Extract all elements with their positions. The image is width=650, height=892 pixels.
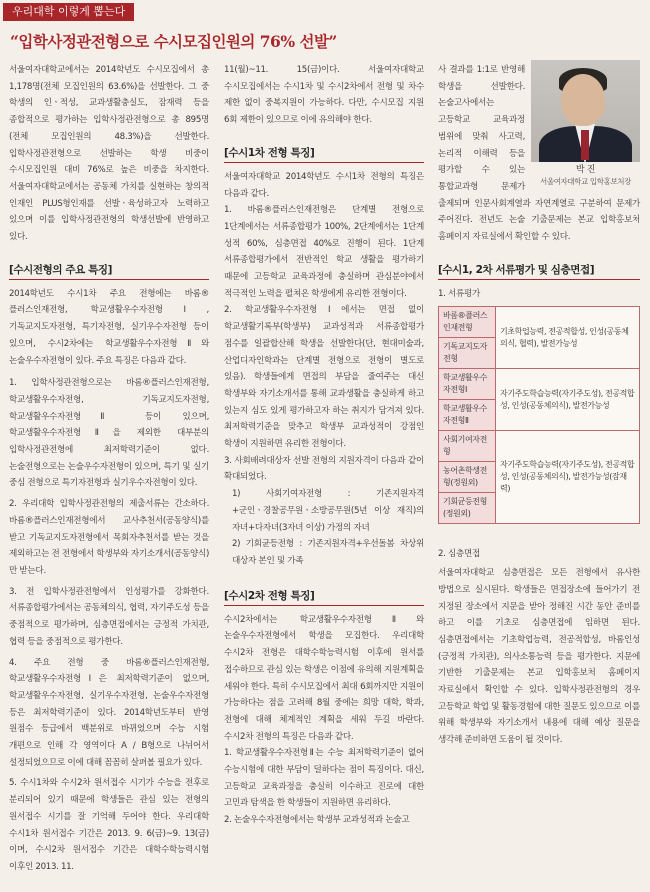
table-row [439, 431, 640, 462]
table-desc-cell: 기초학업능력, 전공적합성, 인성(공동체의식, 협력), 발전가능성 [496, 307, 640, 369]
table-label-cell: 기독교지도자전형 [439, 338, 496, 369]
table-label-cell: 기회균등전형(정원외) [439, 493, 496, 524]
author-photo-block [531, 60, 640, 187]
table-desc-cell: 자기주도학습능력(자기주도성), 전공적합성, 인성(공동체의식), 발전가능성(잠재력) [496, 431, 640, 524]
paragraph: 5. 수시1차와 수시2차 원서접수 시기가 수능을 전후로 분리되어 있기 때문에 학생들은 관심 있는 전형의 원서접수 시기를 잘 기억해 두어야 한다. 우리대학 수시1차 원서접수 기간은 2013. 9. 6(금)~9. 13(금)이며, 수시2차 원서접수 기간은 대학수학능력시험 이후인 2013. 11. [9, 778, 209, 872]
table-row [439, 307, 640, 338]
paragraph: 11(월)~11. 15(금)이다. 서울여자대학교 수시모집에서는 수시1차 및 수시2차에서 전형 및 차수 제한 없이 중복지원이 가능하다. 다만, 수시모집 지원 6회 제한이 있으므로 이에 유의해야 한다. [224, 65, 424, 126]
author-name: 박 진 [575, 165, 596, 175]
table-label-cell: 학교생활우수자전형Ⅰ [439, 369, 496, 400]
paragraph: 1. 학교생활우수자전형Ⅱ는 수능 최저학력기준이 없어 수능시험에 대한 부담이 덜하다는 점이 특징이다. 대신, 고등학교 교육과정을 충실히 이수하고 진로에 대한 고민과 탐색을 한 학생들이 지원하면 유리하다. [224, 748, 424, 809]
intro-paragraph: 서울여자대학교에서는 2014학년도 수시모집에서 총 1,178명(전체 모집인원의 63.6%)을 선발한다. 그 중 학생의 인ㆍ적성, 교과생활충실도, 잠재력 등을 종합적으로 평가하는 입학사정관전형으로 총 895명(전체 모집인원의 48.3%)을 선발한다. 입학사정관전형으로 선발하는 학생 비중이 수시모집인원 대비 76%로 높은 비중을 차지한다. 서울여자대학교에서는 공동체 가치를 실현하는 창의적 인재인 PLUS형인재를 선발ㆍ육성하고자 노력하고 있으며 이를 입학사정관전형의 학생선발에 반영하고 있다. [9, 65, 209, 243]
section-heading: [수시전형의 주요 특징] [9, 262, 209, 280]
section-heading: [수시1차 전형 특징] [224, 145, 424, 163]
section-heading: [수시2차 전형 특징] [224, 588, 424, 606]
author-photo [531, 60, 640, 162]
section-tag: 우리대학 이렇게 뽑는다 [3, 3, 134, 21]
list-item: 1) 사회기여자전형 : 기존지원자격+군인ㆍ경찰공무원ㆍ소방공무원(5년 이상 재직)의 자녀+다자녀(3자녀 이상) 가정의 자녀 [232, 489, 424, 533]
paragraph: 2. 우리대학 입학사정관전형의 제출서류는 간소하다. 바롬®플러스인재전형에서 교사추천서(공동양식)를 받고 기독교지도자전형에서 목회자추천서를 받는 것을 제외하고는 전 전형에서 학생부와 자기소개서(공동양식)만 받는다. [9, 499, 209, 576]
list-item: 2) 기회균등전형 : 기존지원자격+우선돌봄 차상위 대상자 본인 및 가족 [232, 539, 424, 566]
paragraph: 3. 전 입학사정관전형에서 인성평가를 강화한다. 서류종합평가에서는 공동체의식, 협력, 자기주도성 등을 중점적으로 평가하며, 심층면접에서는 긍정적 가치관, 협력 등을 중점적으로 평가한다. [9, 586, 209, 647]
table-desc-cell: 자기주도학습능력(자기주도성), 전공적합성, 인성(공동체의식), 발전가능성 [496, 369, 640, 431]
author-title: 서울여자대학교 입학홍보처장 [540, 177, 631, 186]
column-2 [224, 62, 424, 829]
paragraph: 1. 입학사정관전형으로는 바롬®플러스인재전형, 학교생활우수자전형, 기독교지도자전형, 학교생활우수자전형Ⅱ 등이 있으며, 학교생활우수자전형Ⅱ을 제외한 대부분의 입학사정관전형에 최저학력기준이 없다. 논술전형으로는 논술우수자전형이 있으며, 특기 및 실기 중심 전형으로 특기자전형과 실기우수자전형이 있다. [9, 378, 209, 489]
subheading: 2. 심층면접 [438, 549, 481, 560]
section-heading: [수시1, 2차 서류평가 및 심층면접] [438, 262, 640, 280]
paragraph: 서울여자대학교 2014학년도 수시1차 전형의 특징은 다음과 같다. [224, 171, 424, 199]
paragraph: 2. 학교생활우수자전형Ⅰ에서는 면접 없이 학교생활기록부(학생부) 교과성적과 서류종합평가 점수를 일괄합산해 학생을 선발한다(단, 현대미술과, 산업디자인학과는 단계별 전형으로 전형이 별도로 있음). 학생들에게 면접의 부담을 줄여주는 대신 학생부와 자기소개서를 통해 교과생활을 충실하게 하고 있는지 심도 있게 평가하고자 하는 취지가 담겨져 있다. 최저학력기준을 맞추고 학생부 교과성적이 강점인 학생이 지원하면 유리한 전형이다. [224, 305, 424, 450]
column-1 [9, 62, 209, 876]
column-3 [438, 62, 640, 765]
table-label-cell: 농어촌학생전형(정원외) [439, 462, 496, 493]
paragraph: 사 결과를 1:1로 반영해 학생을 선발한다. 논술고사에서는 고등학교 교육과정 범위에 맞춰 사고력, 논리적 이해력 등을 평가할 수 있는 통합교과형 문제가 출제되며 인문사회계열과 자연계열로 구분하여 문제가 주어진다. 전년도 논술 기출문제는 본교 입학홍보처 홈페이지 자료실에서 확인할 수 있다. [438, 65, 640, 243]
paragraph: 수시2차에서는 학교생활우수자전형Ⅱ와 논술우수자전형에서 학생을 모집한다. 우리대학 수시2차 전형은 대학수학능력시험 이후에 원서를 접수하므로 관심 있는 학생은 이점에 유의해 지원계획을 세워야 한다. 특히 수시모집에서 최대 6회까지만 지원이 가능하다는 점을 고려해 8월 중에는 희망 대학, 학과, 전형에 대해 체계적인 계획을 세워 두길 바란다. 수시2차 전형의 특징은 다음과 같다. [224, 614, 424, 742]
table-row [439, 369, 640, 400]
paragraph: 2014학년도 수시1차 주요 전형에는 바롬®플러스인재전형, 학교생활우수자전형Ⅰ, 기독교지도자전형, 특기자전형, 실기우수자전형 등이 있으며, 수시2차에는 학교생활우수자전형Ⅱ와 논술우수자전형이 있다. 주요 특징은 다음과 같다. [9, 288, 209, 366]
evaluation-table [438, 306, 640, 524]
paragraph: 4. 주요 전형 중 바롬®플러스인재전형, 학교생활우수자전형Ⅰ은 최저학력기준이 없으며, 학교생활우수자전형, 실기우수자전형, 논술우수자전형 등은 최저학력기준이 있다. 2014학년도부터 반영 원점수 등급에서 백분위로 바뀌었으며 수능 시험 개편으로 인해 각 영역이다 A / B형으로 나뉘어서 설정되었으므로 이에 대해 꼼꼼히 살펴볼 필요가 있다. [9, 657, 209, 768]
paragraph: 3. 사회배려대상자 선발 전형의 지원자격이 다음과 같이 확대되었다. [224, 455, 424, 483]
paragraph: 서울여자대학교 심층면접은 모든 전형에서 유사한 방법으로 실시된다. 학생들은 면접장소에 들어가기 전 지정된 장소에서 지문을 받아 정해진 시간 동안 준비를 하고 이를 기초로 심층면접에 임하면 된다. 심층면접에서는 기초학업능력, 전공적합성, 바롬인성(긍정적 가치관), 의사소통능력 등을 평가한다. 지문에 기반한 기출문제는 본교 입학홍보처 홈페이지 자료실에서 확인할 수 있다. 입학사정관전형의 경우 고등학교 학업 및 활동경험에 대한 질문도 있으므로 이를 위해 학생부와 자기소개서 내용에 대해 예상 질문을 생각해 준비하면 도움이 될 것이다. [438, 568, 640, 746]
paragraph: 1. 바롬®플러스인재전형은 단계별 전형으로 1단계에서는 서류종합평가 100%, 2단계에서는 1단계 성적 60%, 심층면접 40%로 진행이 된다. 1단계 서류종합평가에서 전반적인 학교 생활을 평가하기 때문에 고등학교 교육과정에 충실하며 관심분야에서 적극적인 노력을 펼쳐온 학생에게 유리한 전형이다. [224, 205, 424, 299]
subheading: 1. 서류평가 [438, 288, 481, 299]
table-label-cell: 사회기여자전형 [439, 431, 496, 462]
article-title: “입학사정관전형으로 수시모집인원의 76% 선발” [10, 32, 337, 51]
paragraph: 2. 논술우수자전형에서는 학생부 교과성적과 논술고 [224, 815, 410, 826]
table-label-cell: 바롬®플러스인재전형 [439, 307, 496, 338]
table-label-cell: 학교생활우수자전형Ⅱ [439, 400, 496, 431]
